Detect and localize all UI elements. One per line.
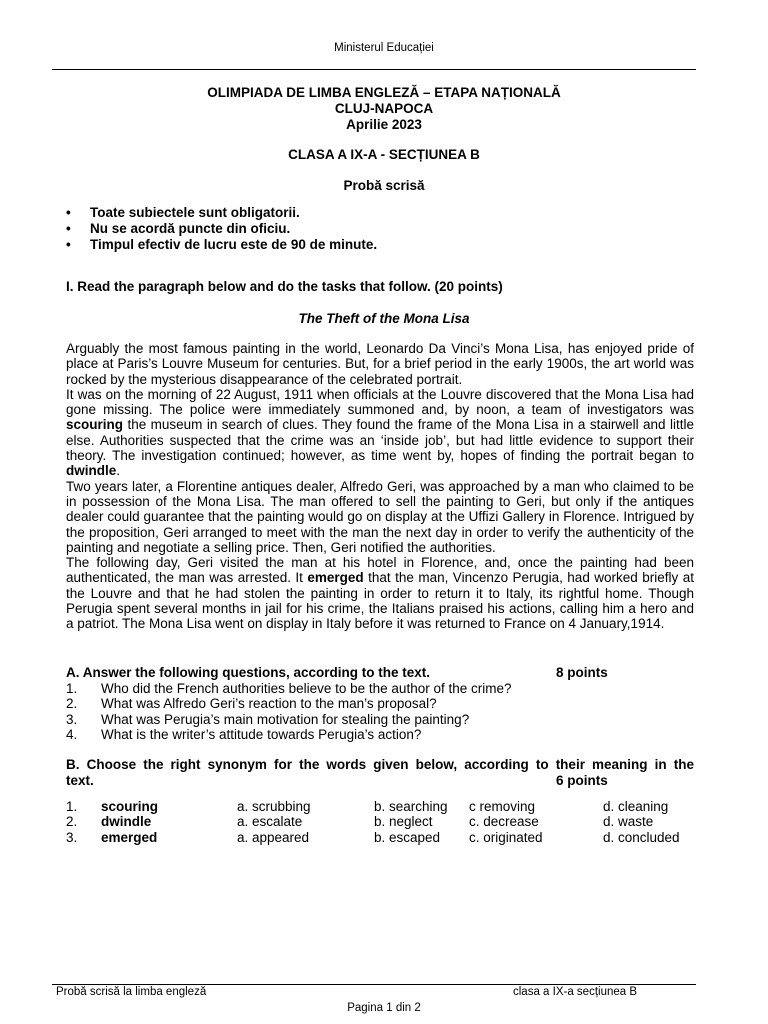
passage-title: The Theft of the Mona Lisa bbox=[298, 311, 470, 326]
task-b-instruction-line1: B. Choose the right synonym for the words given below, according to their meaning in the bbox=[66, 757, 694, 772]
synonym-row: 1. scouring a. scrubbing b. searching c removing d. cleaning bbox=[66, 799, 669, 814]
task-b-points: 6 points bbox=[556, 773, 608, 788]
footer-class: clasa a IX-a secțiunea B bbox=[513, 986, 638, 998]
exam-type-title: Probă scrisă bbox=[343, 178, 425, 193]
paragraph-4: The following day, Geri visited the man at his hotel in Florence, and, once the painting had been authenticated, the man was arrested. It emerged that the man, Vincenzo Perugia, had worked briefly at the Louvre and that he had stolen the painting in order to return it to Italy, its rightful home. Though Perugia spent several months in jail for his crime, the Italians praised his actions, calling him a hero and a patriot. The Mona Lisa went on display in Italy before it was returned to France on 4 January,1914. bbox=[66, 555, 694, 632]
question-row: 1. Who did the French authorities believe to be the author of the crime? bbox=[66, 681, 512, 696]
question-row: 2. What was Alfredo Geri’s reaction to the man’s proposal? bbox=[66, 696, 437, 712]
paragraph-2: It was on the morning of 22 August, 1911 when officials at the Louvre discovered that the Mona Lisa had gone missing. The police were immediately summoned and, by noon, a team of investigators was scouring the museum in search of clues. They found the frame of the Mona Lisa in a stairwell and little else. Authorities suspected that the crime was an ‘inside job’, but had little evidence to support their theory. The investigation continued; however, as time went by, hopes of finding the portrait began to dwindle. bbox=[66, 386, 694, 479]
task-a-points: 8 points bbox=[556, 665, 608, 680]
task-a-heading bbox=[66, 665, 694, 681]
city-title: CLUJ-NAPOCA bbox=[334, 101, 434, 116]
class-section-title: CLASA A IX-A - SECȚIUNEA B bbox=[288, 147, 480, 162]
date-title: Aprilie 2023 bbox=[346, 117, 422, 132]
rule-item: • Toate subiectele sunt obligatorii. bbox=[66, 205, 377, 221]
footer-divider bbox=[52, 984, 696, 985]
footer-subject: Probă scrisă la limba engleză bbox=[56, 986, 207, 998]
reading-passage bbox=[66, 341, 694, 632]
exam-rules-list bbox=[66, 205, 377, 253]
header-divider bbox=[52, 69, 696, 70]
task-b-instruction-line2: text. 6 points bbox=[66, 773, 608, 788]
paragraph-1: Arguably the most famous painting in the world, Leonardo Da Vinci’s Mona Lisa, has enjoyed pride of place at Paris’s Louvre Museum for centuries. But, for a brief period in the early 1900s, the art world was rocked by the mysterious disappearance of the celebrated portrait. bbox=[66, 341, 694, 387]
ministry-header: Ministerul Educației bbox=[334, 42, 434, 54]
rule-item: • Timpul efectiv de lucru este de 90 de minute. bbox=[66, 237, 377, 253]
section-heading: I. Read the paragraph below and do the tasks that follow. (20 points) bbox=[66, 279, 503, 294]
synonym-row: 2. dwindle a. escalate b. neglect c. decrease d. waste bbox=[66, 814, 654, 830]
keyword-emerged: emerged bbox=[307, 570, 364, 586]
synonym-table bbox=[66, 799, 694, 845]
task-a-questions bbox=[66, 681, 694, 742]
rule-item: • Nu se acordă puncte din oficiu. bbox=[66, 221, 377, 237]
synonym-row: 3. emerged a. appeared b. escaped c. originated d. concluded bbox=[66, 829, 680, 845]
paragraph-3: Two years later, a Florentine antiques dealer, Alfredo Geri, was approached by a man who claimed to be in possession of the Mona Lisa. The man offered to sell the painting to Geri, but only if the antiques dealer could guarantee that the painting would go on display at the Uffizi Gallery in Florence. Intrigued by the proposition, Geri arranged to meet with the man the next day in order to verify the authenticity of the painting and negotiate a selling price. Then, Geri notified the authorities. bbox=[66, 478, 694, 555]
olympiad-title: OLIMPIADA DE LIMBA ENGLEZĂ – ETAPA NAȚIONALĂ bbox=[207, 85, 561, 100]
question-row: 4. What is the writer’s attitude towards Perugia’s action? bbox=[66, 726, 422, 742]
keyword-scouring: scouring bbox=[66, 417, 124, 433]
question-row: 3. What was Perugia’s main motivation for stealing the painting? bbox=[66, 711, 470, 727]
keyword-dwindle: dwindle bbox=[66, 463, 117, 479]
task-a-instruction: A. Answer the following questions, according to the text. bbox=[66, 665, 431, 680]
page-number: Pagina 1 din 2 bbox=[347, 1002, 421, 1014]
task-b-heading bbox=[66, 757, 694, 789]
